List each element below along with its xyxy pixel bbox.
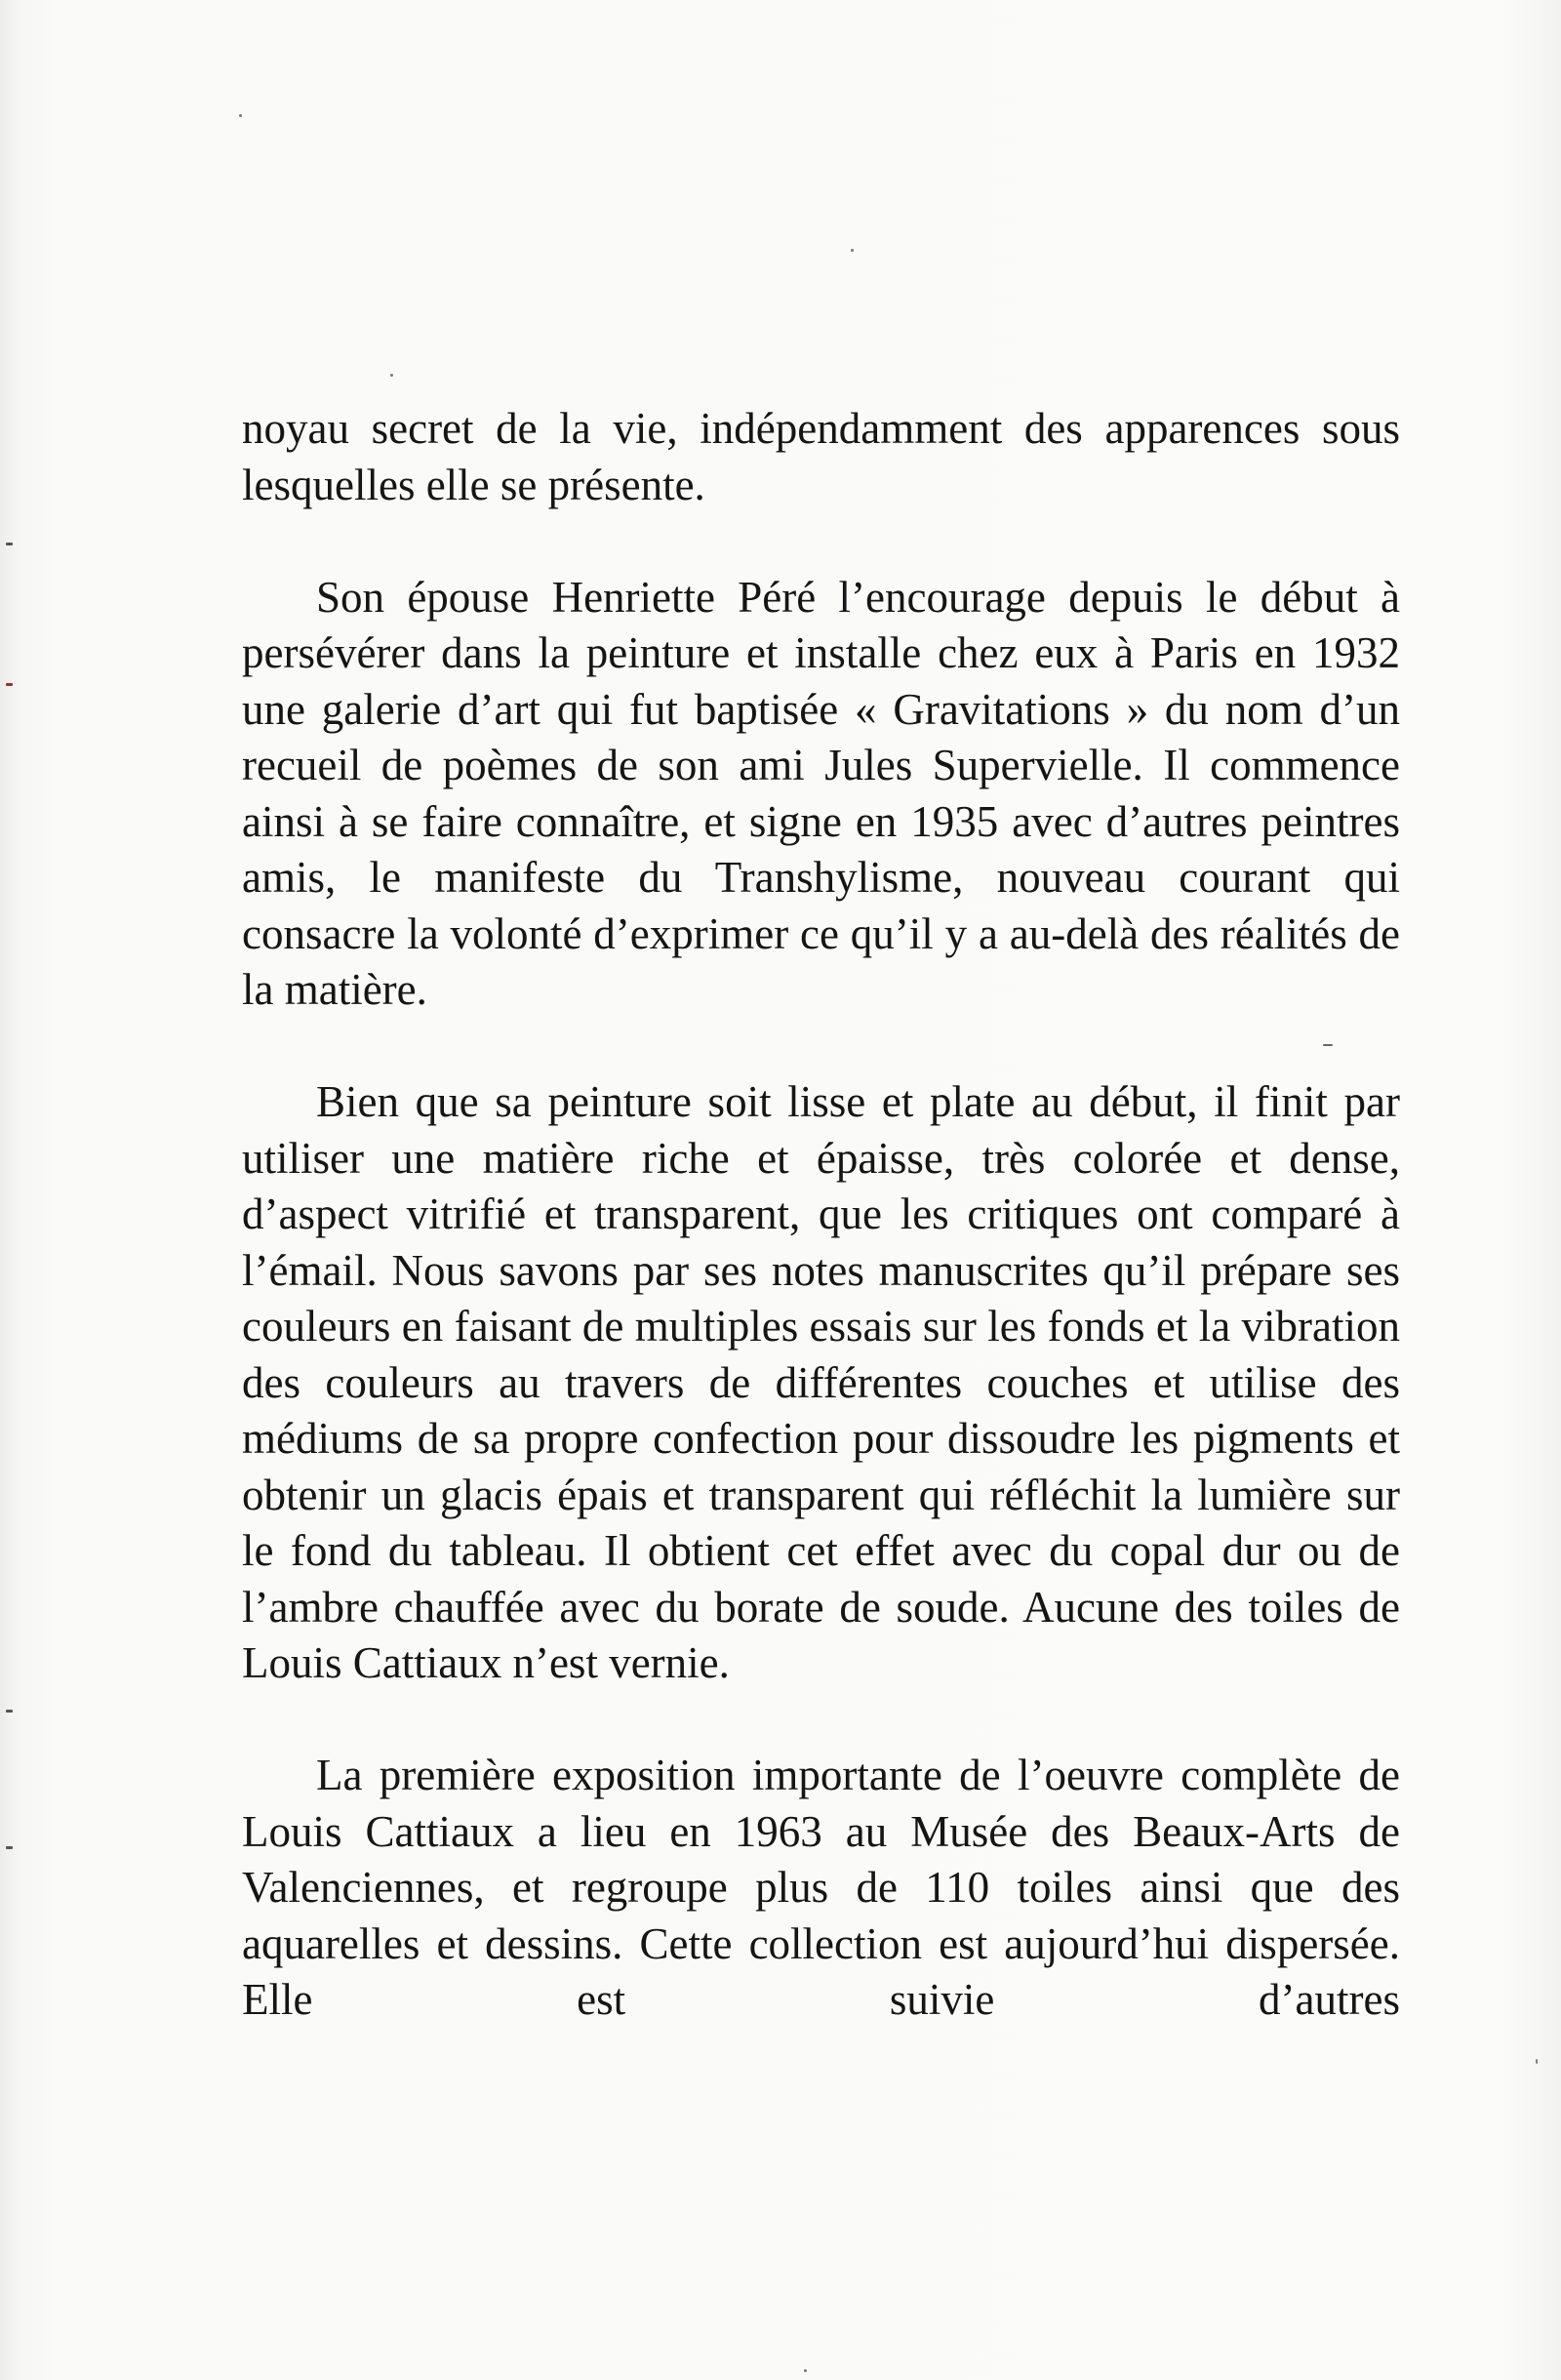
body-text: [242, 401, 1400, 2084]
binding-mark: [6, 543, 13, 545]
paper-speck: [804, 2369, 807, 2372]
paragraph-technique: Bien que sa peinture soit lisse et plate au début, il finit par utiliser une matière riche et épaisse, très colorée et dense, d’aspect vitrifié et transparent, que les critiques ont comparé à l’émail. Nous savons par ses notes manuscrites qu’il prépare ses couleurs en faisant de multiples essais sur les fonds et la vibration des couleurs au travers de différentes couches et utilise des médiums de sa propre confection pour dissoudre les pigments et obtenir un glacis épais et transparent qui réfléchit la lumière sur le fond du tableau. Il obtient cet effet avec du copal dur ou de l’ambre chauffée avec du borate de soude. Aucune des toiles de Louis Cattiaux n’est vernie.: [242, 1077, 1400, 1687]
binding-mark: [6, 1710, 13, 1713]
paper-speck: [1536, 2059, 1538, 2064]
paragraph-continuation: noyau secret de la vie, indépendamment des apparences sous lesquelles elle se présente.: [242, 404, 1400, 509]
binding-mark: [6, 1846, 13, 1849]
paper-speck: [851, 249, 854, 252]
paper-speck: [390, 374, 393, 377]
paper-speck: [239, 114, 242, 117]
binding-mark: [6, 683, 13, 686]
paragraph-exposition: La première exposition importante de l’oeuvre complète de Louis Cattiaux a lieu en 1963 au Musée des Beaux-Arts de Valenciennes, et regroupe plus de 110 toiles ainsi que des aquarelles et dessins. Cette collection est aujourd’hui dispersée. Elle est suivie d’autres: [242, 1751, 1400, 2024]
paragraph-henriette: Son épouse Henriette Péré l’encourage depuis le début à persévérer dans la peinture et installe chez eux à Paris en 1932 une galerie d’art qui fut baptisée « Gravitations » du nom d’un recueil de poèmes de son ami Jules Supervielle. Il commence ainsi à se faire connaître, et signe en 1935 avec d’autres peintres amis, le manifeste du Transhylisme, nouveau courant qui consacre la volonté d’exprimer ce qu’il y a au-delà des réalités de la matière.: [242, 572, 1400, 1014]
